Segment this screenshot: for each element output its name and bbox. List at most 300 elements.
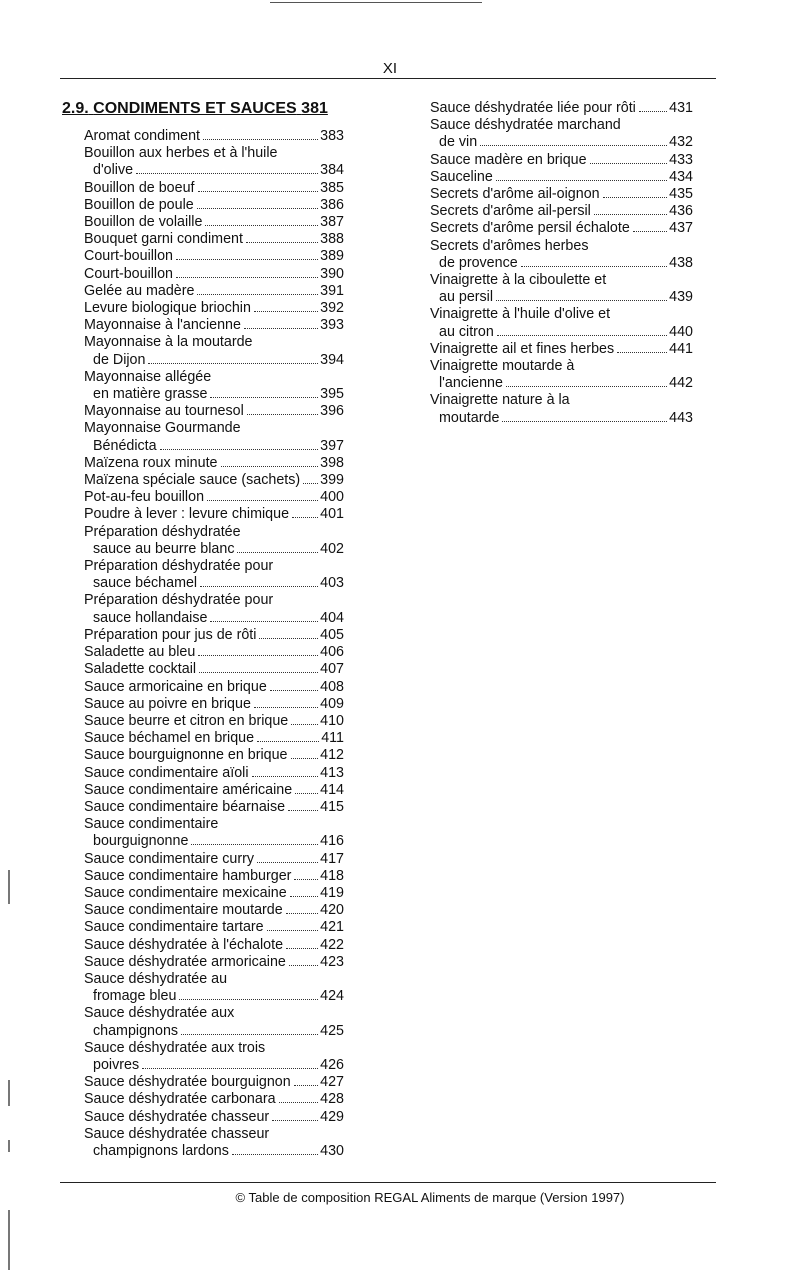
entry-page: 403 xyxy=(320,575,344,592)
entry-title: Vinaigrette à l'huile d'olive et xyxy=(430,306,611,323)
entry-page: 414 xyxy=(320,781,344,798)
entry-title: Sauce condimentaire américaine xyxy=(84,781,293,798)
entry-row xyxy=(84,902,344,919)
entry-title-continued: au persil xyxy=(439,289,494,306)
index-entry xyxy=(430,169,693,186)
entry-page: 433 xyxy=(669,151,693,168)
dot-leader xyxy=(590,163,668,164)
entry-title: Sauce condimentaire aïoli xyxy=(84,764,249,781)
section-page: 381 xyxy=(301,100,328,117)
entry-title-continued: poivres xyxy=(93,1056,140,1073)
entry-page: 404 xyxy=(320,609,344,626)
entry-title: Sauce déshydratée aux trois xyxy=(84,1039,266,1056)
index-entry xyxy=(84,971,344,1005)
dot-leader xyxy=(603,197,668,198)
index-entry xyxy=(84,1109,344,1126)
section-title xyxy=(62,100,352,118)
entry-title: Préparation déshydratée pour xyxy=(84,558,274,575)
entry-row xyxy=(84,1074,344,1091)
dot-leader xyxy=(267,930,319,931)
dot-leader xyxy=(497,335,667,336)
entry-title: Sauceline xyxy=(430,168,493,185)
entry-page: 383 xyxy=(320,128,344,144)
index-entry xyxy=(430,152,693,169)
entry-title: Sauce bourguignonne en brique xyxy=(84,747,288,764)
entry-row xyxy=(84,610,344,627)
index-entry xyxy=(84,679,344,696)
dot-leader xyxy=(496,180,667,181)
dot-leader xyxy=(295,793,318,794)
index-entry xyxy=(84,713,344,730)
entry-page: 427 xyxy=(320,1074,344,1091)
entry-row xyxy=(84,541,344,558)
entry-title: Secrets d'arôme ail-oignon xyxy=(430,186,600,203)
entry-row xyxy=(430,152,693,169)
entry-row xyxy=(84,248,344,265)
entry-row xyxy=(84,696,344,713)
dot-leader xyxy=(205,225,318,226)
entry-page: 423 xyxy=(320,953,344,970)
entry-row xyxy=(84,1023,344,1040)
dot-leader xyxy=(617,352,667,353)
index-entry xyxy=(84,1005,344,1039)
dot-leader xyxy=(291,724,318,725)
entry-row xyxy=(430,100,693,117)
index-entry xyxy=(84,919,344,936)
dot-leader xyxy=(246,242,318,243)
entry-row xyxy=(84,885,344,902)
dot-leader xyxy=(257,741,319,742)
index-entry xyxy=(84,231,344,248)
entry-title-continued: Bénédicta xyxy=(93,437,157,454)
entry-row xyxy=(430,203,693,220)
entry-page: 390 xyxy=(320,265,344,282)
dot-leader xyxy=(142,1068,318,1069)
entry-page: 400 xyxy=(320,489,344,506)
header-rule xyxy=(60,78,716,79)
entry-row xyxy=(84,575,344,592)
entry-title-continued: sauce béchamel xyxy=(93,575,198,592)
dot-leader xyxy=(244,328,318,329)
index-entry xyxy=(84,283,344,300)
entry-page: 429 xyxy=(320,1108,344,1125)
dot-leader xyxy=(639,111,667,112)
dot-leader xyxy=(221,466,319,467)
index-entry xyxy=(84,592,344,626)
dot-leader xyxy=(148,363,318,364)
index-entry xyxy=(84,661,344,678)
footer-text: Table de composition REGAL Aliments de marque (Version 1997) xyxy=(248,1190,625,1205)
entry-page: 439 xyxy=(669,289,693,306)
entry-row xyxy=(84,162,344,179)
entry-page: 396 xyxy=(320,403,344,420)
dot-leader xyxy=(252,776,319,777)
index-entry xyxy=(84,317,344,334)
entry-page: 438 xyxy=(669,254,693,271)
entry-page: 419 xyxy=(320,884,344,901)
index-entry xyxy=(84,816,344,850)
entry-page: 428 xyxy=(320,1091,344,1108)
index-entry xyxy=(84,627,344,644)
entry-page: 408 xyxy=(320,678,344,695)
entry-row xyxy=(84,799,344,816)
index-entry xyxy=(430,100,693,117)
entry-title: Sauce déshydratée liée pour rôti xyxy=(430,100,636,116)
entry-page: 435 xyxy=(669,186,693,203)
index-entry xyxy=(84,472,344,489)
entry-page: 422 xyxy=(320,936,344,953)
entry-title: Mayonnaise à la moutarde xyxy=(84,334,253,351)
index-entry xyxy=(430,306,693,340)
entry-page: 443 xyxy=(669,409,693,426)
entry-page: 397 xyxy=(320,437,344,454)
entry-title: Sauce condimentaire xyxy=(84,816,219,833)
entry-title: Vinaigrette ail et fines herbes xyxy=(430,340,615,357)
entry-title-continued: sauce au beurre blanc xyxy=(93,540,235,557)
entry-title: Bouillon de boeuf xyxy=(84,179,195,196)
dot-leader xyxy=(272,1120,318,1121)
entry-page: 431 xyxy=(669,100,693,116)
index-entry xyxy=(84,765,344,782)
entry-title: Maïzena spéciale sauce (sachets) xyxy=(84,472,301,489)
index-entry xyxy=(84,145,344,179)
entry-page: 409 xyxy=(320,695,344,712)
dot-leader xyxy=(521,266,667,267)
entry-page: 430 xyxy=(320,1142,344,1159)
entry-title: Saladette cocktail xyxy=(84,661,197,678)
dot-leader xyxy=(203,139,318,140)
index-entry xyxy=(430,392,693,426)
entry-page: 393 xyxy=(320,317,344,334)
entry-row xyxy=(84,317,344,334)
index-entry xyxy=(84,334,344,368)
index-entry xyxy=(84,782,344,799)
entry-title: Sauce déshydratée armoricaine xyxy=(84,953,286,970)
index-entry xyxy=(430,358,693,392)
entry-title: Bouillon aux herbes et à l'huile xyxy=(84,145,278,162)
entry-row xyxy=(84,352,344,369)
entry-page: 420 xyxy=(320,902,344,919)
dot-leader xyxy=(506,386,667,387)
dot-leader xyxy=(594,214,667,215)
dot-leader xyxy=(237,552,318,553)
entry-row xyxy=(430,289,693,306)
entry-row xyxy=(84,782,344,799)
entry-title: Saladette au bleu xyxy=(84,644,196,661)
entry-title: Vinaigrette à la ciboulette et xyxy=(430,272,607,289)
entry-page: 426 xyxy=(320,1056,344,1073)
dot-leader xyxy=(289,965,318,966)
entry-title-continued: de vin xyxy=(439,134,478,151)
entry-row xyxy=(84,231,344,248)
entry-title: Secrets d'arômes herbes xyxy=(430,237,589,254)
index-entry xyxy=(430,220,693,237)
dot-leader xyxy=(294,1085,318,1086)
index-entry xyxy=(84,1126,344,1160)
dot-leader xyxy=(270,690,318,691)
entry-page: 424 xyxy=(320,988,344,1005)
entry-row xyxy=(84,438,344,455)
scan-mark xyxy=(8,1080,10,1106)
entry-title: Maïzena roux minute xyxy=(84,454,218,471)
entry-title-continued: bourguignonne xyxy=(93,833,189,850)
entry-page: 385 xyxy=(320,179,344,196)
entry-title: Préparation pour jus de rôti xyxy=(84,626,257,643)
entry-page: 398 xyxy=(320,454,344,471)
entry-page: 417 xyxy=(320,850,344,867)
dot-leader xyxy=(290,896,318,897)
dot-leader xyxy=(286,913,318,914)
scan-mark xyxy=(8,870,10,904)
index-entry xyxy=(84,954,344,971)
dot-leader xyxy=(197,208,318,209)
copyright-symbol: © xyxy=(235,1190,246,1205)
dot-leader xyxy=(210,397,318,398)
entry-page: 399 xyxy=(320,472,344,489)
index-entry xyxy=(430,203,693,220)
entry-title: Sauce déshydratée aux xyxy=(84,1005,235,1022)
entry-row xyxy=(84,1057,344,1074)
dot-leader xyxy=(247,414,318,415)
top-scan-rule xyxy=(270,2,482,3)
index-entry xyxy=(84,1040,344,1074)
dot-leader xyxy=(288,810,318,811)
entry-page: 384 xyxy=(320,162,344,179)
dot-leader xyxy=(207,500,318,501)
entry-row xyxy=(84,713,344,730)
dot-leader xyxy=(200,586,318,587)
entry-row xyxy=(430,220,693,237)
dot-leader xyxy=(257,862,318,863)
dot-leader xyxy=(303,483,318,484)
entry-page: 395 xyxy=(320,386,344,403)
entry-row xyxy=(430,341,693,358)
index-entry xyxy=(84,851,344,868)
entry-page: 425 xyxy=(320,1022,344,1039)
entry-title: Mayonnaise allégée xyxy=(84,368,212,385)
entry-row xyxy=(84,472,344,489)
entry-page: 401 xyxy=(320,506,344,523)
entry-title: Vinaigrette nature à la xyxy=(430,392,570,409)
entry-title: Sauce béchamel en brique xyxy=(84,730,255,747)
entry-row xyxy=(84,765,344,782)
index-entry xyxy=(84,902,344,919)
entry-row xyxy=(84,214,344,231)
entry-page: 410 xyxy=(320,712,344,729)
entry-title: Sauce armoricaine en brique xyxy=(84,678,267,695)
entry-page: 386 xyxy=(320,196,344,213)
index-entry xyxy=(84,248,344,265)
index-entry xyxy=(84,937,344,954)
entry-page: 442 xyxy=(669,375,693,392)
entry-title-continued: l'ancienne xyxy=(439,375,503,392)
index-entry xyxy=(84,369,344,403)
entry-title: Mayonnaise Gourmande xyxy=(84,420,241,437)
entry-row xyxy=(430,169,693,186)
entry-page: 387 xyxy=(320,214,344,231)
dot-leader xyxy=(191,844,318,845)
index-entry xyxy=(430,186,693,203)
entry-page: 434 xyxy=(669,168,693,185)
dot-leader xyxy=(176,259,318,260)
entry-title-continued: d'olive xyxy=(93,162,134,179)
entry-page: 432 xyxy=(669,134,693,151)
entry-title-continued: de Dijon xyxy=(93,351,146,368)
index-entry xyxy=(84,868,344,885)
entry-title: Sauce déshydratée carbonara xyxy=(84,1091,276,1108)
entry-row xyxy=(84,489,344,506)
dot-leader xyxy=(259,638,318,639)
dot-leader xyxy=(199,672,318,673)
dot-leader xyxy=(136,173,318,174)
entry-title: Bouillon de poule xyxy=(84,196,194,213)
entry-title-continued: en matière grasse xyxy=(93,386,208,403)
entry-title-continued: moutarde xyxy=(439,409,500,426)
entry-row xyxy=(84,197,344,214)
index-entry xyxy=(84,300,344,317)
index-entry xyxy=(84,489,344,506)
dot-leader xyxy=(198,655,318,656)
entry-row xyxy=(84,730,344,747)
entry-row xyxy=(84,644,344,661)
dot-leader xyxy=(160,449,319,450)
index-entry xyxy=(84,558,344,592)
entry-row xyxy=(430,255,693,272)
dot-leader xyxy=(633,231,667,232)
dot-leader xyxy=(254,707,318,708)
entry-row xyxy=(84,868,344,885)
entry-title: Sauce déshydratée à l'échalote xyxy=(84,936,284,953)
dot-leader xyxy=(176,277,318,278)
entry-title-continued: champignons xyxy=(93,1022,179,1039)
entry-row xyxy=(84,627,344,644)
index-entry xyxy=(84,420,344,454)
footer-rule xyxy=(60,1182,716,1183)
entry-page: 391 xyxy=(320,282,344,299)
entry-title: Sauce déshydratée marchand xyxy=(430,117,621,134)
entry-page: 388 xyxy=(320,231,344,248)
entry-row xyxy=(430,134,693,151)
entry-title: Sauce madère en brique xyxy=(430,151,587,168)
index-entry xyxy=(84,455,344,472)
page-number: XI xyxy=(382,60,398,77)
index-entry xyxy=(84,885,344,902)
index-entry xyxy=(84,524,344,558)
dot-leader xyxy=(181,1034,318,1035)
entry-page: 406 xyxy=(320,644,344,661)
entry-title: Sauce condimentaire curry xyxy=(84,850,255,867)
entry-title: Sauce déshydratée chasseur xyxy=(84,1108,270,1125)
entry-title: Sauce condimentaire moutarde xyxy=(84,902,283,919)
dot-leader xyxy=(294,879,318,880)
entry-title-continued: fromage bleu xyxy=(93,988,177,1005)
dot-leader xyxy=(292,517,318,518)
entry-row xyxy=(84,1109,344,1126)
entry-page: 411 xyxy=(321,730,344,747)
entry-page: 402 xyxy=(320,540,344,557)
index-entry xyxy=(84,506,344,523)
entry-row xyxy=(84,937,344,954)
entry-row xyxy=(84,919,344,936)
index-entry xyxy=(430,272,693,306)
index-entry xyxy=(84,799,344,816)
dot-leader xyxy=(210,621,318,622)
entry-page: 436 xyxy=(669,203,693,220)
index-entry xyxy=(84,403,344,420)
entry-row xyxy=(430,410,693,427)
index-entry xyxy=(84,1091,344,1108)
entry-row xyxy=(430,375,693,392)
footer xyxy=(60,1190,800,1205)
entry-title: Sauce condimentaire béarnaise xyxy=(84,798,286,815)
entry-title-continued: sauce hollandaise xyxy=(93,609,208,626)
entry-title: Pot-au-feu bouillon xyxy=(84,489,205,506)
entry-page: 440 xyxy=(669,323,693,340)
scan-mark xyxy=(8,1210,10,1270)
entry-row xyxy=(84,266,344,283)
entry-row xyxy=(84,180,344,197)
dot-leader xyxy=(286,948,318,949)
entry-title: Levure biologique briochin xyxy=(84,300,251,317)
section-name: CONDIMENTS ET SAUCES xyxy=(93,100,297,117)
index-entry xyxy=(84,128,344,145)
entry-page: 389 xyxy=(320,248,344,265)
entry-title: Secrets d'arôme ail-persil xyxy=(430,203,591,220)
entry-row xyxy=(84,954,344,971)
dot-leader xyxy=(279,1102,319,1103)
entry-title: Bouquet garni condiment xyxy=(84,231,243,248)
dot-leader xyxy=(179,999,318,1000)
entry-title: Préparation déshydratée xyxy=(84,523,241,540)
entry-row xyxy=(84,300,344,317)
entry-title: Sauce déshydratée chasseur xyxy=(84,1125,270,1142)
entry-row xyxy=(84,679,344,696)
entry-title: Préparation déshydratée pour xyxy=(84,592,274,609)
dot-leader xyxy=(291,758,319,759)
dot-leader xyxy=(232,1154,318,1155)
entry-row xyxy=(84,988,344,1005)
index-entry xyxy=(84,747,344,764)
scan-mark xyxy=(8,1140,10,1152)
index-entry xyxy=(84,730,344,747)
entry-title-continued: champignons lardons xyxy=(93,1142,229,1159)
entry-row xyxy=(84,851,344,868)
entry-title: Sauce condimentaire tartare xyxy=(84,919,264,936)
entry-row xyxy=(84,1143,344,1160)
entry-page: 421 xyxy=(320,919,344,936)
section-number: 2.9. xyxy=(62,100,89,117)
entry-page: 416 xyxy=(320,833,344,850)
entry-page: 413 xyxy=(320,764,344,781)
entry-title: Sauce condimentaire mexicaine xyxy=(84,884,287,901)
index-column-left xyxy=(84,128,344,1160)
entry-page: 418 xyxy=(320,867,344,884)
entry-page: 412 xyxy=(320,747,344,764)
index-entry xyxy=(84,1074,344,1091)
entry-row xyxy=(84,833,344,850)
index-entry xyxy=(84,214,344,231)
entry-row xyxy=(84,455,344,472)
index-entry xyxy=(84,696,344,713)
index-entry xyxy=(84,266,344,283)
entry-page: 394 xyxy=(320,351,344,368)
dot-leader xyxy=(197,294,318,295)
entry-page: 437 xyxy=(669,220,693,237)
entry-title-continued: au citron xyxy=(439,323,494,340)
entry-page: 415 xyxy=(320,798,344,815)
entry-title: Sauce beurre et citron en brique xyxy=(84,712,289,729)
dot-leader xyxy=(480,145,667,146)
